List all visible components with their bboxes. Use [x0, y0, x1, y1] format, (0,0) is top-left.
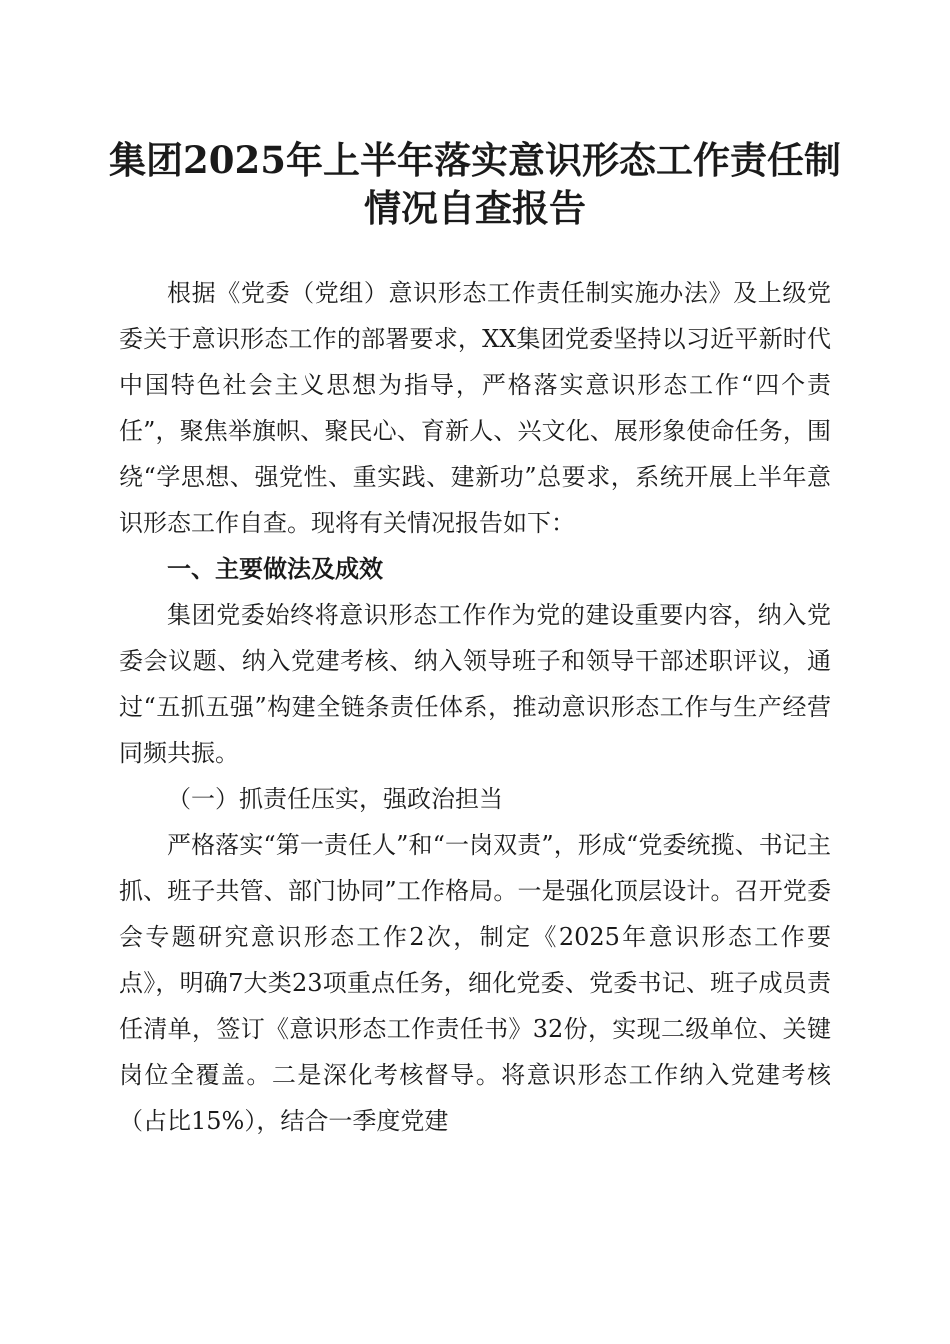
section-intro-paragraph: 集团党委始终将意识形态工作作为党的建设重要内容，纳入党委会议题、纳入党建考核、纳入领导班子和领导干部述职评议，通过“五抓五强”构建全链条责任体系，推动意识形态工作与生产经营同频共振。	[119, 601, 831, 767]
subsection-body-paragraph: 严格落实“第一责任人”和“一岗双责”，形成“党委统揽、书记主抓、班子共管、部门协同”工作格局。一是强化顶层设计。召开党委会专题研究意识形态工作2次，制定《2025年意识形态工作要点》，明确7大类23项重点任务，细化党委、党委书记、班子成员责任清单，签订《意识形态工作责任书》32份，实现二级单位、关键岗位全覆盖。二是深化考核督导。将意识形态工作纳入党建考核（占比15%），结合一季度党建	[119, 831, 831, 1135]
subsection-heading: （一）抓责任压实，强政治担当	[167, 785, 503, 813]
document-body	[119, 270, 831, 1144]
intro-paragraph: 根据《党委（党组）意识形态工作责任制实施办法》及上级党委关于意识形态工作的部署要求，XX集团党委坚持以习近平新时代中国特色社会主义思想为指导，严格落实意识形态工作“四个责任”，聚焦举旗帜、聚民心、育新人、兴文化、展形象使命任务，围绕“学思想、强党性、重实践、建新功”总要求，系统开展上半年意识形态工作自查。现将有关情况报告如下：	[119, 279, 831, 537]
document-title-line-2: 情况自查报告	[364, 186, 586, 230]
document-title-line-1: 集团2025年上半年落实意识形态工作责任制	[109, 138, 841, 182]
section-heading: 一、主要做法及成效	[167, 555, 383, 583]
